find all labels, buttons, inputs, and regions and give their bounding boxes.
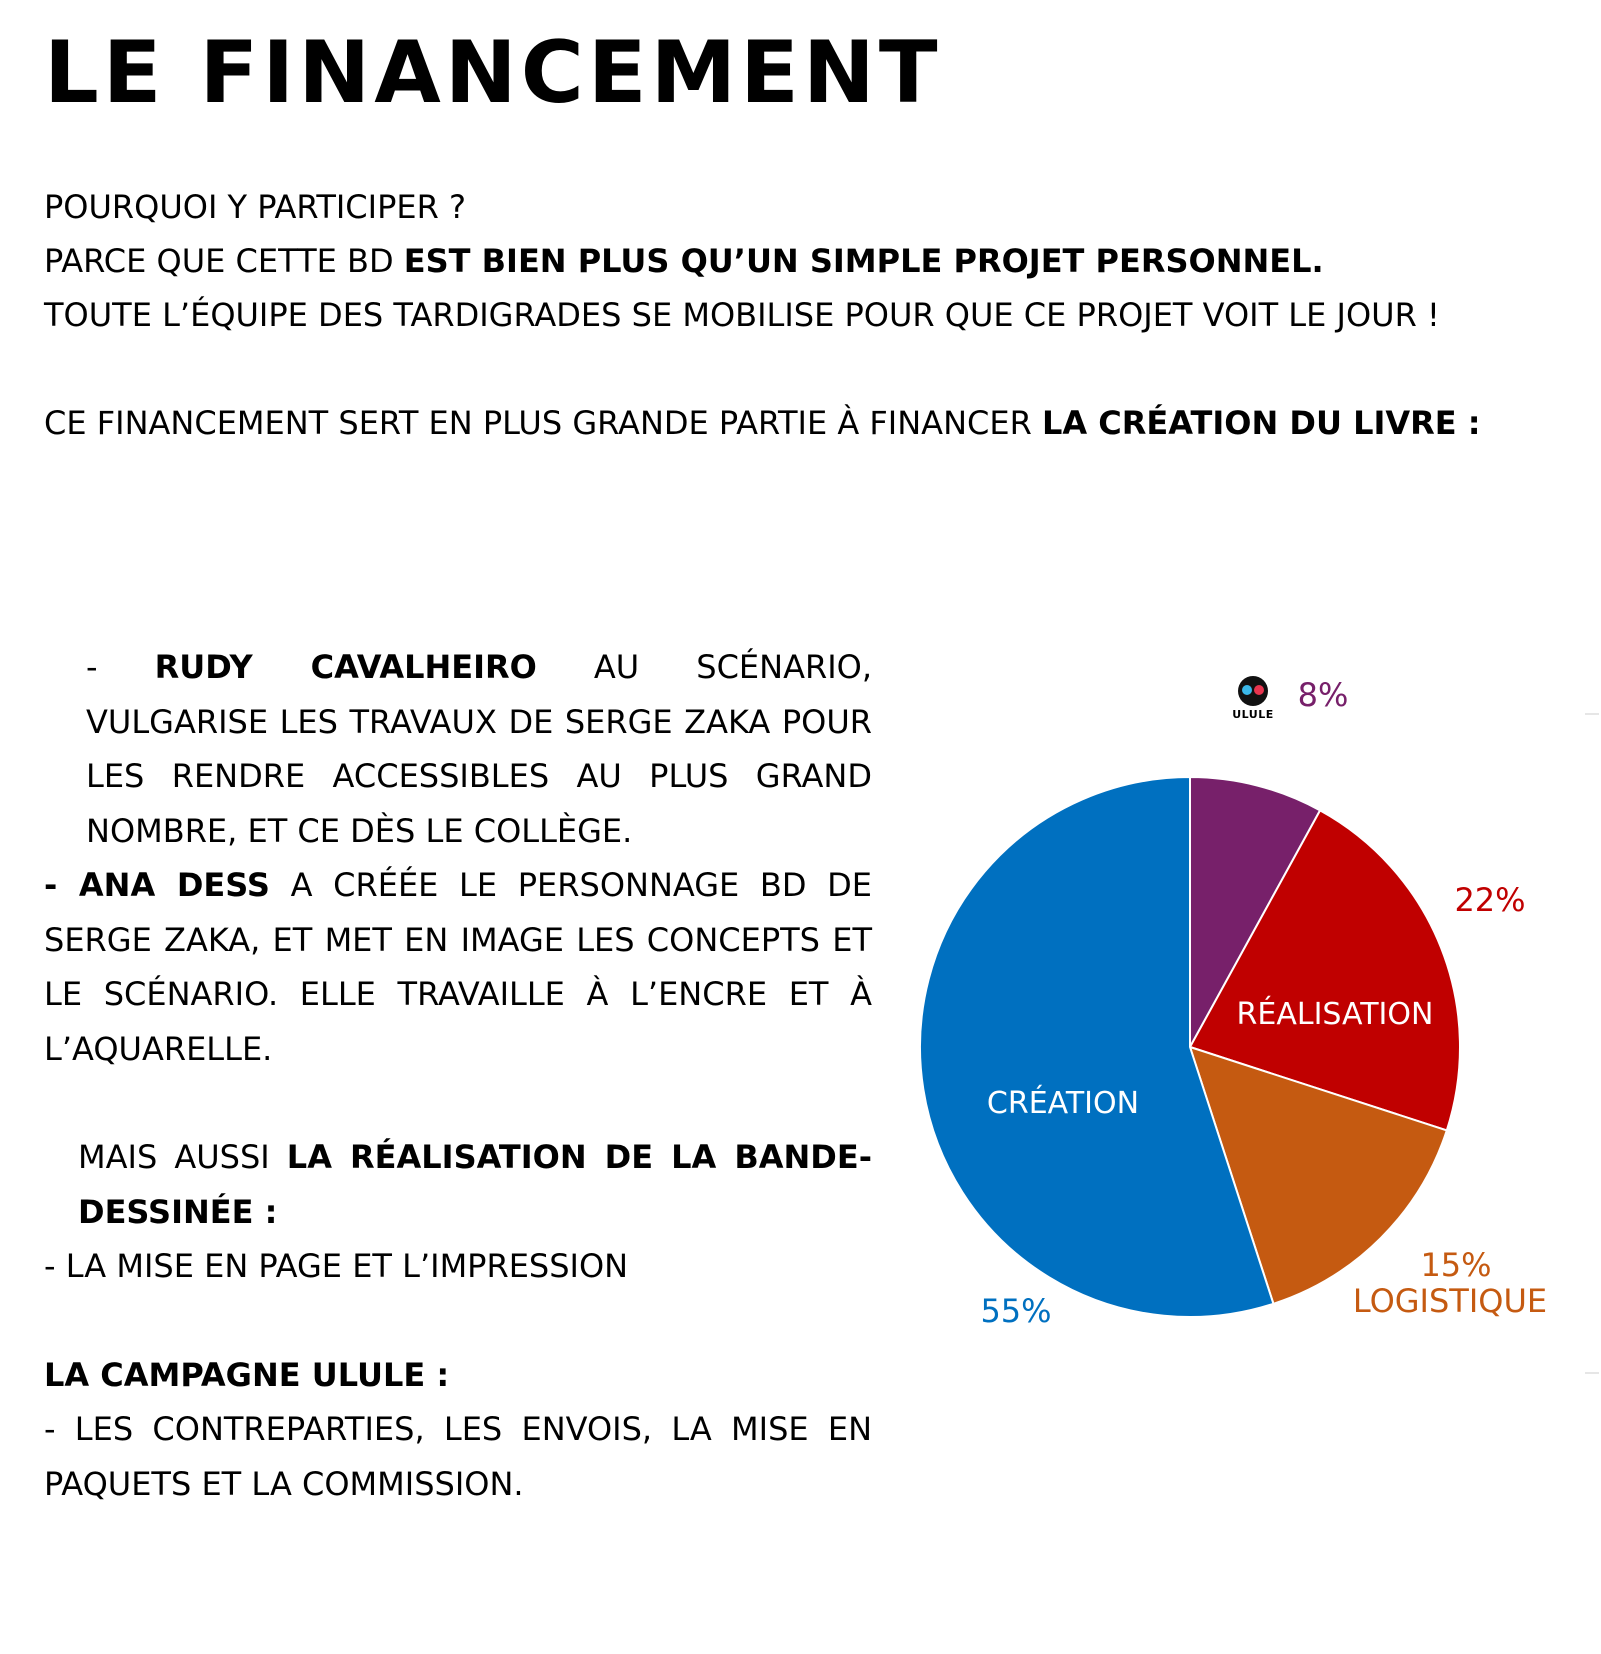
intro-para2-bold: LA CRÉATION DU LIVRE : [1041, 404, 1481, 442]
pie-inner-label: RÉALISATION [1236, 997, 1434, 1032]
intro-line-2: TOUTE L’ÉQUIPE DES TARDIGRADES SE MOBILISE POUR QUE CE PROJET VOIT LE JOUR ! [44, 296, 1440, 334]
divider-mark [1585, 1372, 1599, 1374]
ana-name: - ANA DESS [44, 866, 270, 904]
mais-bold: LA RÉALISATION DE LA BANDE-DESSINÉE : [78, 1138, 872, 1231]
pie-percent-label: 8% [1297, 676, 1349, 714]
intro-question: POURQUOI Y PARTICIPER ? [44, 188, 466, 226]
pie-percent-label: 55% [980, 1292, 1052, 1330]
intro-para2-normal: CE FINANCEMENT SERT EN PLUS GRANDE PARTIE À FINANCER [44, 404, 1042, 442]
ulule-logo [1230, 676, 1276, 724]
pie-inner-label: CRÉATION [986, 1086, 1140, 1121]
intro-line-1-bold: EST BIEN PLUS QU’UN SIMPLE PROJET PERSONNEL. [403, 242, 1324, 280]
pie-percent-label: 15% [1420, 1246, 1492, 1284]
pie-outer-label: LOGISTIQUE [1352, 1282, 1548, 1320]
pie-percent-label: 22% [1454, 881, 1526, 919]
mais-normal: MAIS AUSSI [78, 1138, 287, 1176]
ulule-logo-text: ULULE [1232, 708, 1274, 721]
divider-mark [1585, 713, 1599, 715]
ulule-owl-icon [1238, 676, 1268, 706]
mise-en-page-line: - LA MISE EN PAGE ET L’IMPRESSION [44, 1247, 629, 1285]
ana-text: A CRÉÉE LE PERSONNAGE BD DE SERGE ZAKA, ET MET EN IMAGE LES CONCEPTS ET LE SCÉNARIO. ELLE TRAVAILLE À L’ENCRE ET À L’AQUARELLE. [44, 866, 873, 1068]
rudy-name: RUDY CAVALHEIRO [154, 648, 537, 686]
intro-line-1-normal: PARCE QUE CETTE BD [44, 242, 404, 280]
campagne-title: LA CAMPAGNE ULULE : [44, 1355, 450, 1394]
rudy-dash: - [86, 648, 155, 686]
rudy-text: AU SCÉNARIO, VULGARISE LES TRAVAUX DE SERGE ZAKA POUR LES RENDRE ACCESSIBLES AU PLUS GRAND NOMBRE, ET CE DÈS LE COLLÈGE. [86, 648, 872, 850]
page-title: LE FINANCEMENT [44, 23, 942, 123]
campagne-text: - LES CONTREPARTIES, LES ENVOIS, LA MISE EN PAQUETS ET LA COMMISSION. [44, 1410, 872, 1503]
